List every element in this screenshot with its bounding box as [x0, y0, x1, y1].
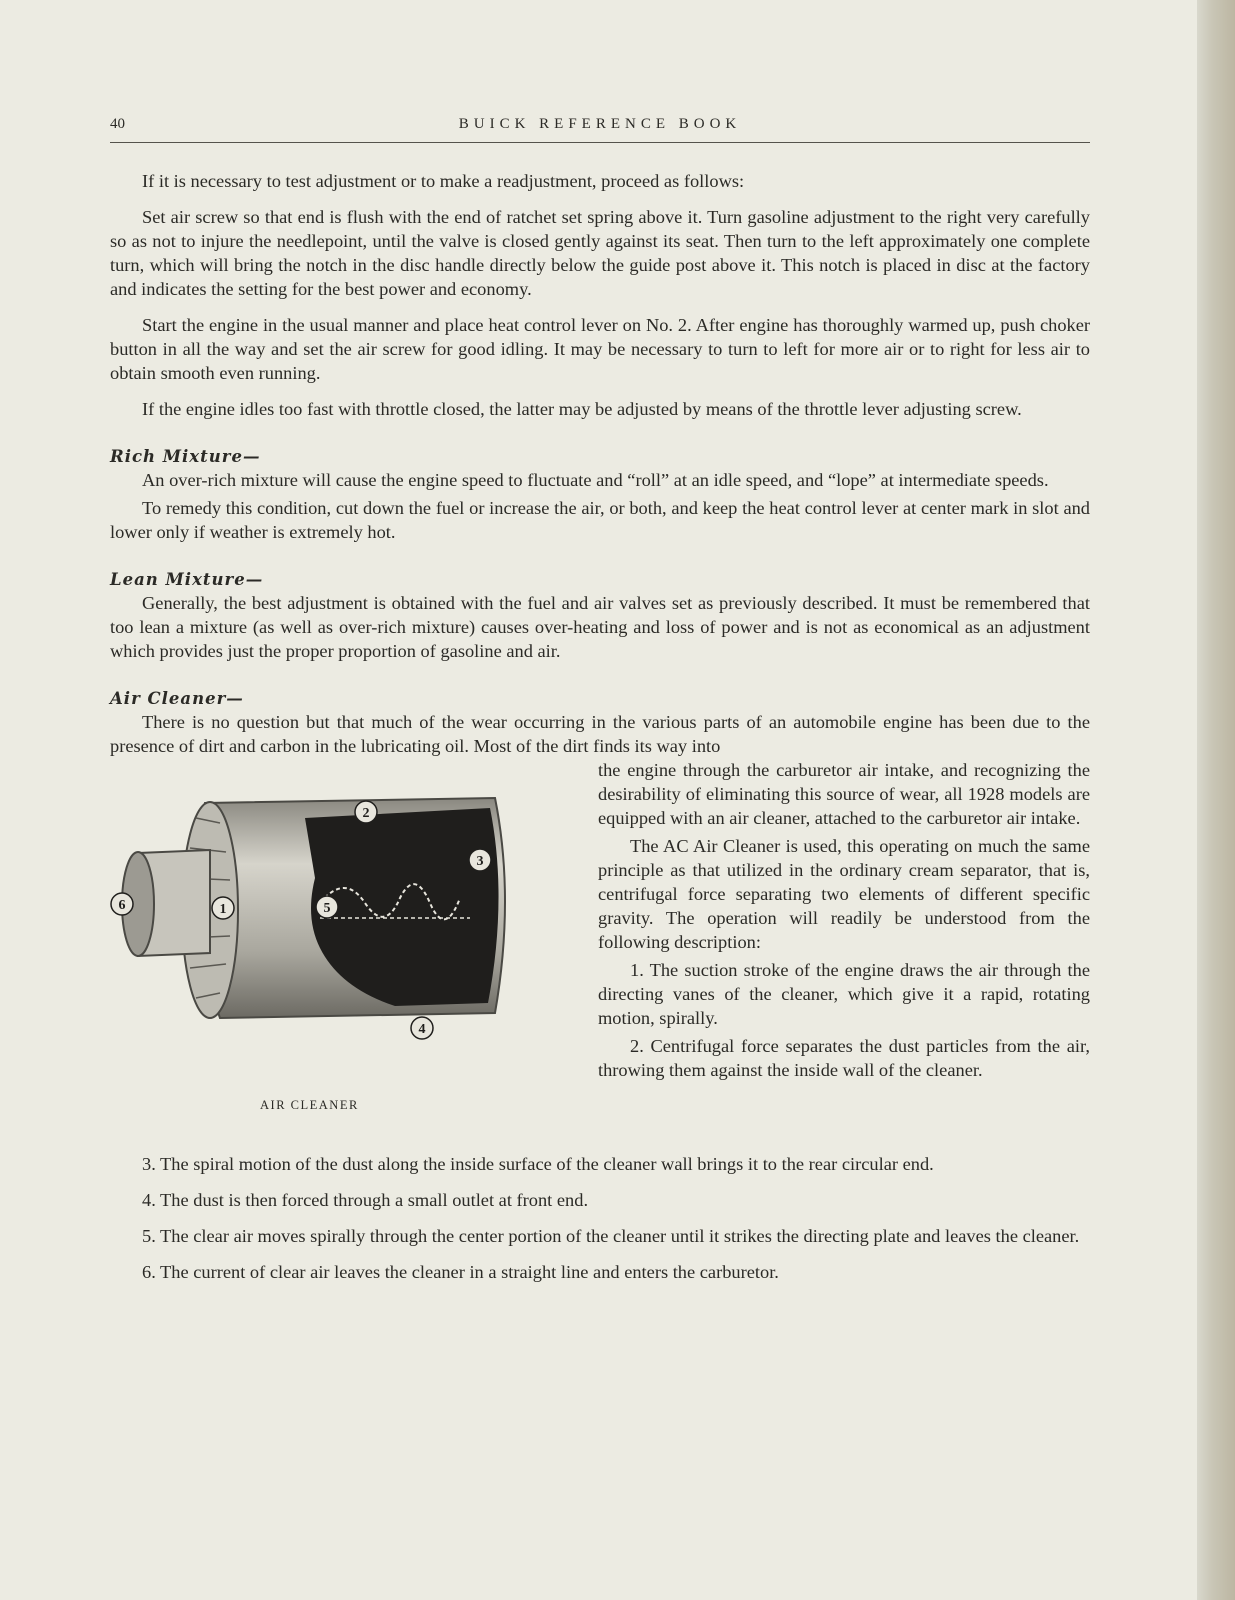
air-cleaner-step-2: 2. Centrifugal force separates the dust particles from the air, throwing them against the inside wall of the cleaner. — [598, 1036, 1090, 1080]
lean-mixture-heading: Lean Mixture— — [110, 570, 264, 589]
air-cleaner-step-1: 1. The suction stroke of the engine draws the air through the directing vanes of the cleaner, which give it a rapid, rotating motion, spirally. — [598, 960, 1090, 1028]
air-cleaner-section — [110, 758, 1090, 1152]
callout-6: 6 — [118, 898, 126, 913]
air-cleaner-step-4: 4. The dust is then forced through a small outlet at front end. — [142, 1190, 589, 1210]
air-cleaner-step-6: 6. The current of clear air leaves the cleaner in a straight line and enters the carburetor. — [142, 1262, 779, 1282]
book-page — [110, 112, 1090, 1284]
air-cleaner-paragraph-1-continued: the engine through the carburetor air intake, and recognizing the desirability of eliminating this source of wear, all 1928 models are equipped with an air cleaner, attached to the carburetor air intake. — [598, 760, 1090, 828]
air-cleaner-illustration — [110, 778, 580, 1118]
air-cleaner-paragraph-2: The AC Air Cleaner is used, this operating on much the same principle as that utilized in the ordinary cream separator, that is, centrifugal force separating two elements of different specific gravity. The operation will readily be understood from the following description: — [598, 836, 1090, 952]
intro-paragraph-3: Start the engine in the usual manner and place heat control lever on No. 2. After engine has thoroughly warmed up, push choker button in all the way and set the air screw for good idling. It may be necessary to turn to left for more air or to right for less air to obtain smooth even running. — [110, 315, 1090, 383]
air-cleaner-heading: Air Cleaner— — [110, 689, 244, 708]
figure-caption: AIR CLEANER — [260, 1098, 359, 1112]
running-title: BUICK REFERENCE BOOK — [458, 116, 742, 132]
callout-2: 2 — [362, 806, 370, 821]
page-number: 40 — [110, 116, 125, 132]
callout-5: 5 — [323, 901, 331, 916]
callout-1: 1 — [219, 902, 227, 917]
page-header — [110, 112, 1090, 143]
intro-paragraph-4: If the engine idles too fast with throttle closed, the latter may be adjusted by means of the throttle lever adjusting screw. — [142, 399, 1022, 419]
lean-mixture-paragraph-1: Generally, the best adjustment is obtained with the fuel and air valves set as previously described. It must be remembered that too lean a mixture (as well as over-rich mixture) causes over-heating and loss of power and is not as economical as an adjustment which provides just the proper proportion of gasoline and air. — [110, 593, 1090, 661]
rich-mixture-heading: Rich Mixture— — [110, 447, 261, 466]
callout-3: 3 — [476, 854, 484, 869]
air-cleaner-step-5: 5. The clear air moves spirally through the center portion of the cleaner until it strikes the directing plate and leaves the cleaner. — [142, 1226, 1080, 1246]
rich-mixture-paragraph-1: An over-rich mixture will cause the engine speed to fluctuate and “roll” at an idle speed, and “lope” at intermediate speeds. — [142, 470, 1049, 490]
page-edge — [1197, 0, 1235, 1600]
callout-4: 4 — [418, 1022, 426, 1037]
intro-paragraph-2: Set air screw so that end is flush with the end of ratchet set spring above it. Turn gasoline adjustment to the right very carefully so as not to injure the needlepoint, until the valve is closed gently against its seat. Then turn to the left approximately one complete turn, which will bring the notch in the disc handle directly below the guide post above it. This notch is placed in disc at the factory and indicates the setting for the best power and economy. — [110, 207, 1090, 299]
intro-paragraph-1: If it is necessary to test adjustment or to make a readjustment, proceed as follows: — [142, 171, 745, 191]
air-cleaner-step-3: 3. The spiral motion of the dust along the inside surface of the cleaner wall brings it to the rear circular end. — [142, 1154, 934, 1174]
air-cleaner-paragraph-1: There is no question but that much of the wear occurring in the various parts of an automobile engine has been due to the presence of dirt and carbon in the lubricating oil. Most of the dirt finds its way into — [110, 712, 1090, 756]
air-cleaner-side-text — [598, 758, 1090, 1082]
rich-mixture-paragraph-2: To remedy this condition, cut down the fuel or increase the air, or both, and keep the heat control lever at center mark in slot and lower only if weather is extremely hot. — [110, 498, 1090, 542]
